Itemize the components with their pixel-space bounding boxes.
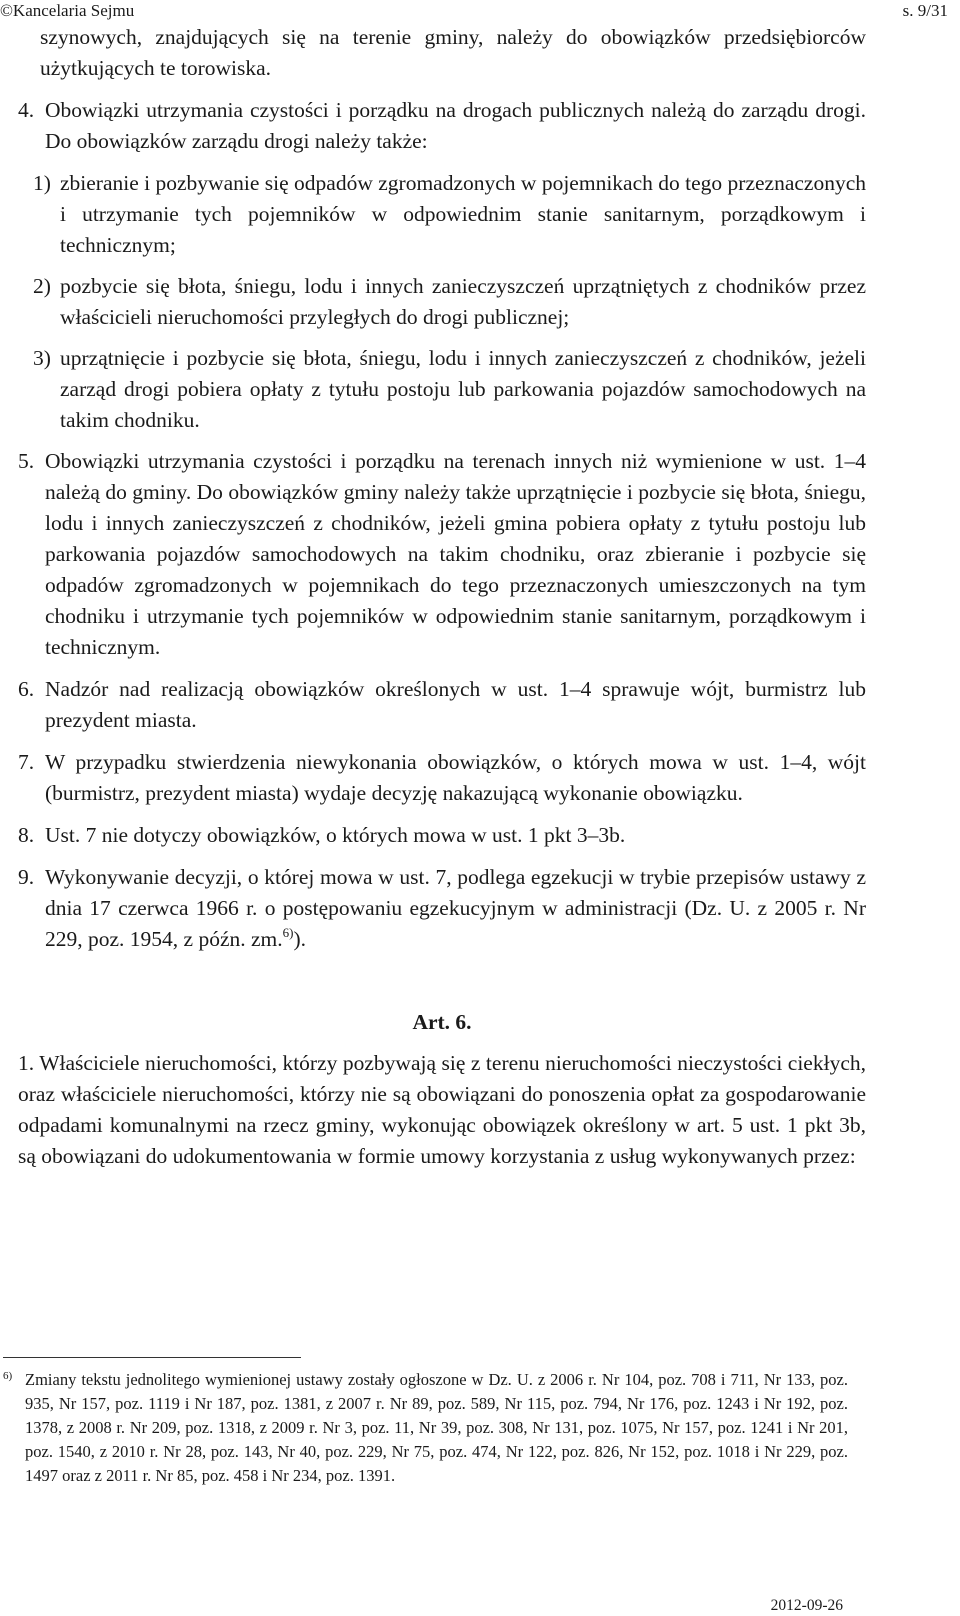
paragraph-8	[18, 820, 866, 851]
paragraph-number: 7.	[18, 750, 35, 774]
footnote-mark: 6)	[3, 1370, 13, 1382]
point-text: pozbycie się błota, śniegu, lodu i innych zanieczyszczeń uprzątniętych z chodników przez właścicieli nieruchomości przyległych do drogi publicznej;	[60, 274, 866, 329]
point-1	[18, 168, 866, 261]
paragraph-number: 9.	[18, 865, 35, 889]
paragraph-5	[18, 446, 866, 663]
document-date: 2012-09-26	[770, 1597, 843, 1614]
point-text: uprzątnięcie i pozbycie się błota, śniegu, lodu i innych zanieczyszczeń z chodników, jeżeli zarząd drogi pobiera opłaty z tytułu postoju lub parkowania pojazdów samochodowych na takim chodniku.	[60, 346, 866, 432]
paragraph-number: 4.	[18, 98, 35, 122]
continuation-paragraph: szynowych, znajdujących się na terenie gminy, należy do obowiązków przedsiębiorców użytkujących te torowiska.	[40, 25, 866, 80]
paragraph-text: W przypadku stwierdzenia niewykonania obowiązków, o których mowa w ust. 1–4, wójt (burmistrz, prezydent miasta) wydaje decyzję nakazującą wykonanie obowiązku.	[45, 750, 866, 805]
page-number: s. 9/31	[902, 1, 948, 20]
paragraph-4	[18, 95, 866, 157]
document-body	[18, 22, 866, 1172]
paragraph-number: 5.	[18, 449, 35, 473]
paragraph-9	[18, 862, 866, 955]
point-number: 3)	[33, 346, 51, 370]
paragraph-text: Nadzór nad realizacją obowiązków określonych w ust. 1–4 sprawuje wójt, burmistrz lub prezydent miasta.	[45, 677, 866, 732]
footnote-separator	[3, 1357, 301, 1358]
paragraph-text: Wykonywanie decyzji, o której mowa w ust. 7, podlega egzekucji w trybie przepisów ustawy z dnia 17 czerwca 1966 r. o postępowaniu egzekucyjnym w administracji (Dz. U. z 2005 r. Nr 229, poz. 1954, z późn. zm.	[45, 865, 866, 951]
point-number: 1)	[33, 171, 51, 195]
point-number: 2)	[33, 274, 51, 298]
footnote-reference[interactable]: 6)	[282, 925, 294, 940]
footnote	[0, 1368, 848, 1488]
paragraph-6	[18, 674, 866, 736]
paragraph-text: Obowiązki utrzymania czystości i porządku na terenach innych niż wymienione w ust. 1–4 należą do gminy. Do obowiązków gminy należy także uprzątnięcie i pozbycie się błota, śniegu, lodu i innych zanieczyszczeń z chodników, jeżeli gmina pobiera opłaty z tytułu postoju lub parkowania pojazdów samochodowych na takim chodniku, oraz zbieranie i pozbycie się odpadów zgromadzonych w pojemnikach do tego przeznaczonych umieszczonych na tym chodniku i utrzymanie tych pojemników w odpowiednim stanie sanitarnym, porządkowym i technicznym.	[45, 449, 866, 659]
paragraph-7	[18, 747, 866, 809]
copyright-label: ©Kancelaria Sejmu	[0, 1, 135, 20]
paragraph-number: 6.	[18, 677, 35, 701]
point-3	[18, 343, 866, 436]
paragraph-text: Obowiązki utrzymania czystości i porządku na drogach publicznych należą do zarządu drogi. Do obowiązków zarządu drogi należy także:	[45, 98, 866, 153]
paragraph-number: 8.	[18, 823, 35, 847]
page-header	[0, 0, 960, 22]
footnote-text: Zmiany tekstu jednolitego wymienionej ustawy zostały ogłoszone w Dz. U. z 2006 r. Nr 104, poz. 708 i 711, Nr 133, poz. 935, Nr 157, poz. 1119 i Nr 187, poz. 1381, z 2007 r. Nr 89, poz. 589, Nr 115, poz. 794, Nr 176, poz. 1243 i Nr 192, poz. 1378, z 2008 r. Nr 209, poz. 1318, z 2009 r. Nr 3, poz. 11, Nr 39, poz. 308, Nr 131, poz. 1075, Nr 157, poz. 1241 i Nr 201, poz. 1540, z 2010 r. Nr 28, poz. 143, Nr 40, poz. 229, Nr 75, poz. 474, Nr 122, poz. 826, Nr 152, poz. 1018 i Nr 229, poz. 1497 oraz z 2011 r. Nr 85, poz. 458 i Nr 234, poz. 1391.	[25, 1370, 848, 1485]
paragraph-text-wrap	[45, 862, 866, 955]
point-text: zbieranie i pozbywanie się odpadów zgromadzonych w pojemnikach do tego przeznaczonych i utrzymanie tych pojemników w odpowiednim stanie sanitarnym, porządkowym i technicznym;	[60, 171, 866, 257]
article-paragraph-1: 1. Właściciele nieruchomości, którzy pozbywają się z terenu nieruchomości nieczystości ciekłych, oraz właściciele nieruchomości, którzy nie są obowiązani do ponoszenia opłat za gospodarowanie odpadami komunalnymi na rzecz gminy, wykonując obowiązek określony w art. 5 ust. 1 pkt 3b, są obowiązani do udokumentowania w formie umowy korzystania z usług wykonywanych przez:	[18, 1051, 866, 1168]
point-2	[18, 271, 866, 333]
paragraph-text-tail: ).	[293, 927, 307, 951]
article-title: Art. 6.	[412, 1010, 472, 1034]
paragraph-text: Ust. 7 nie dotyczy obowiązków, o których mowa w ust. 1 pkt 3–3b.	[45, 823, 626, 847]
